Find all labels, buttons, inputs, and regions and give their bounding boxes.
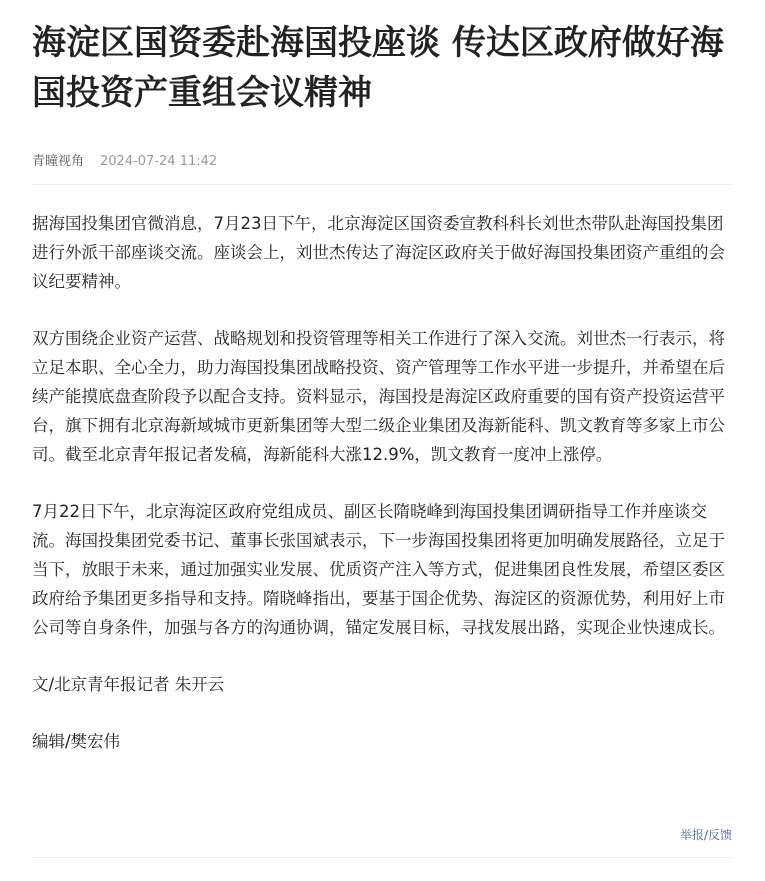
bottom-divider bbox=[32, 857, 732, 858]
meta-divider bbox=[32, 184, 732, 185]
article bbox=[32, 0, 732, 784]
article-source[interactable]: 青瞳视角 bbox=[32, 154, 85, 169]
article-body bbox=[32, 209, 732, 756]
editor-credit: 编辑/樊宏伟 bbox=[32, 732, 121, 751]
article-meta bbox=[32, 152, 732, 172]
publish-time: 2024-07-24 11:42 bbox=[100, 154, 218, 169]
article-title: 海淀区国资委赴海国投座谈 传达区政府做好海国投资产重组会议精神 bbox=[32, 23, 724, 113]
paragraph: 据海国投集团官微消息，7月23日下午，北京海淀区国资委宣教科科长刘世杰带队赴海国投集团进行外派干部座谈交流。座谈会上，刘世杰传达了海淀区政府关于做好海国投集团资产重组的会议纪要精神。 bbox=[32, 214, 725, 291]
paragraph: 7月22日下午，北京海淀区政府党组成员、副区长隋晓峰到海国投集团调研指导工作并座谈交流。海国投集团党委书记、董事长张国斌表示，下一步海国投集团将更加明确发展路径，立足于当下，放眼于未来，通过加强实业发展、优质资产注入等方式，促进集团良性发展，希望区委区政府给予集团更多指导和支持。隋晓峰指出，要基于国企优势、海淀区的资源优势，利用好上市公司等自身条件，加强与各方的沟通协调，锚定发展目标，寻找发展出路，实现企业快速成长。 bbox=[32, 502, 725, 637]
author-credit: 文/北京青年报记者 朱开云 bbox=[32, 675, 225, 694]
report-feedback-link[interactable]: 举报/反馈 bbox=[679, 828, 732, 842]
paragraph: 双方围绕企业资产运营、战略规划和投资管理等相关工作进行了深入交流。刘世杰一行表示，将立足本职、全心全力，助力海国投集团战略投资、资产管理等工作水平进一步提升，并希望在后续产能摸底盘查阶段予以配合支持。资料显示，海国投是海淀区政府重要的国有资产投资运营平台，旗下拥有北京海新域城市更新集团等大型二级企业集团及海新能科、凯文教育等多家上市公司。截至北京青年报记者发稿，海新能科大涨12.9%，凯文教育一度冲上涨停。 bbox=[32, 329, 725, 464]
